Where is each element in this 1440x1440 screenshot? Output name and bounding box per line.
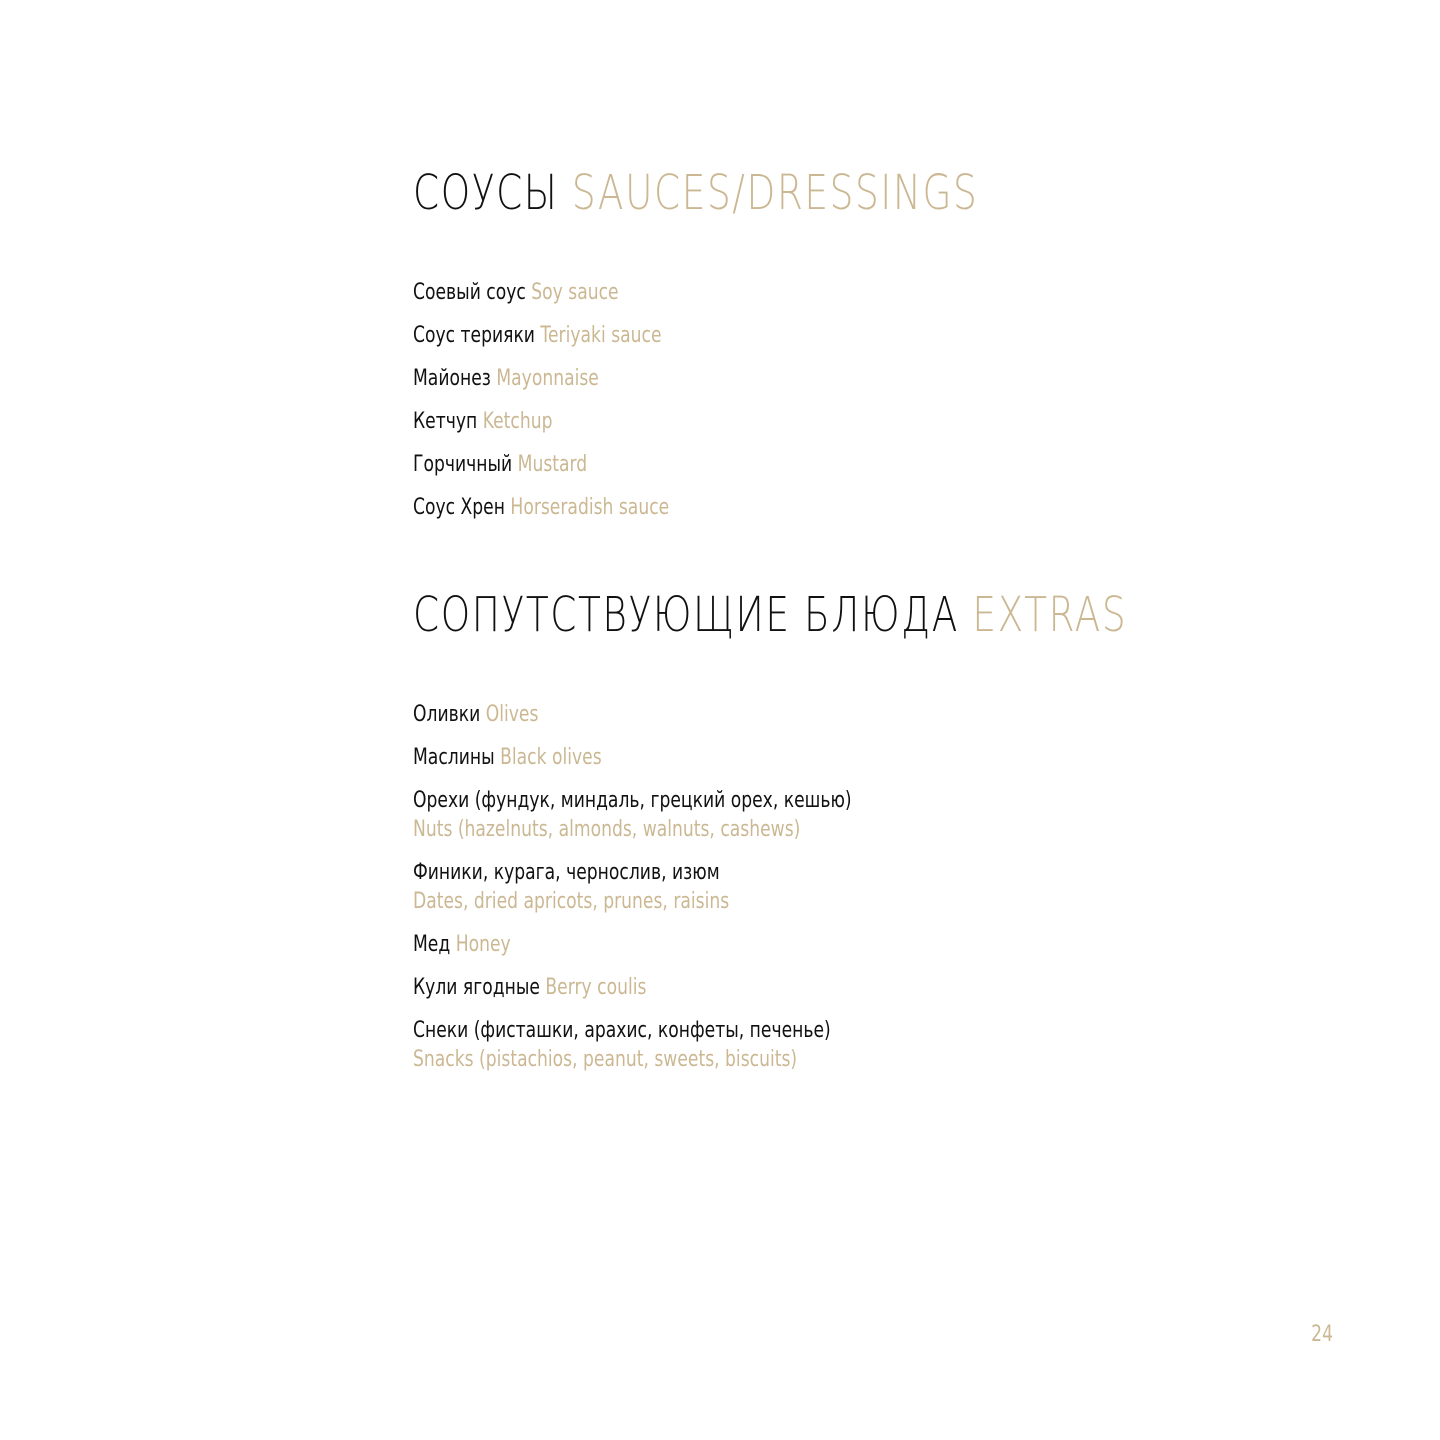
- list-item: [413, 364, 1115, 393]
- sauces-list: [413, 278, 1313, 522]
- item-name-ru: Финики, курага, чернослив, изюм: [413, 860, 720, 885]
- item-name-ru: Орехи (фундук, миндаль, грецкий орех, кешью): [413, 788, 852, 813]
- sauces-heading-en: SAUCES/DRESSINGS: [571, 165, 979, 221]
- extras-heading-ru: СОПУТСТВУЮЩИЕ БЛЮДА: [413, 587, 959, 643]
- item-name-ru: Кули ягодные: [413, 975, 540, 1000]
- item-name-ru: Горчичный: [413, 452, 513, 477]
- item-name-ru: Мед: [413, 932, 451, 957]
- list-item: [413, 1016, 1115, 1074]
- list-item: [413, 973, 1115, 1002]
- sauces-heading-ru: СОУСЫ: [413, 165, 559, 221]
- item-name-ru: Соус терияки: [413, 323, 535, 348]
- item-name-en: Soy sauce: [531, 280, 619, 305]
- list-item: [413, 858, 1115, 916]
- item-name-ru: Майонез: [413, 366, 491, 391]
- item-name-en: Black olives: [500, 745, 602, 770]
- item-name-en: Horseradish sauce: [510, 495, 670, 520]
- item-name-en: Honey: [455, 932, 511, 957]
- page-number: 24: [1311, 1322, 1333, 1347]
- list-item: [413, 407, 1115, 436]
- list-item: [413, 450, 1115, 479]
- list-item: [413, 930, 1115, 959]
- list-item: [413, 493, 1115, 522]
- item-name-en: Teriyaki sauce: [540, 323, 662, 348]
- item-name-ru: Соус Хрен: [413, 495, 505, 520]
- item-name-en: Mustard: [517, 452, 588, 477]
- item-name-ru: Соевый соус: [413, 280, 526, 305]
- item-name-en: Nuts (hazelnuts, almonds, walnuts, cashews): [413, 817, 801, 842]
- item-name-en: Olives: [485, 702, 539, 727]
- sauces-section: [413, 160, 1313, 536]
- extras-heading: [413, 582, 1128, 648]
- item-name-ru: Оливки: [413, 702, 481, 727]
- list-item: [413, 278, 1115, 307]
- item-name-en: Berry coulis: [545, 975, 647, 1000]
- list-item: [413, 700, 1115, 729]
- item-name-ru: Маслины: [413, 745, 495, 770]
- extras-list: [413, 700, 1313, 1074]
- item-name-en: Snacks (pistachios, peanut, sweets, biscuits): [413, 1047, 798, 1072]
- extras-section: [413, 582, 1313, 1088]
- sauces-heading: [413, 160, 1115, 226]
- item-name-en: Ketchup: [482, 409, 553, 434]
- extras-heading-en: EXTRAS: [972, 587, 1128, 643]
- item-name-en: Dates, dried apricots, prunes, raisins: [413, 889, 730, 914]
- item-name-ru: Кетчуп: [413, 409, 478, 434]
- item-name-ru: Снеки (фисташки, арахис, конфеты, печенье): [413, 1018, 831, 1043]
- item-name-en: Mayonnaise: [496, 366, 599, 391]
- list-item: [413, 321, 1115, 350]
- list-item: [413, 786, 1115, 844]
- list-item: [413, 743, 1115, 772]
